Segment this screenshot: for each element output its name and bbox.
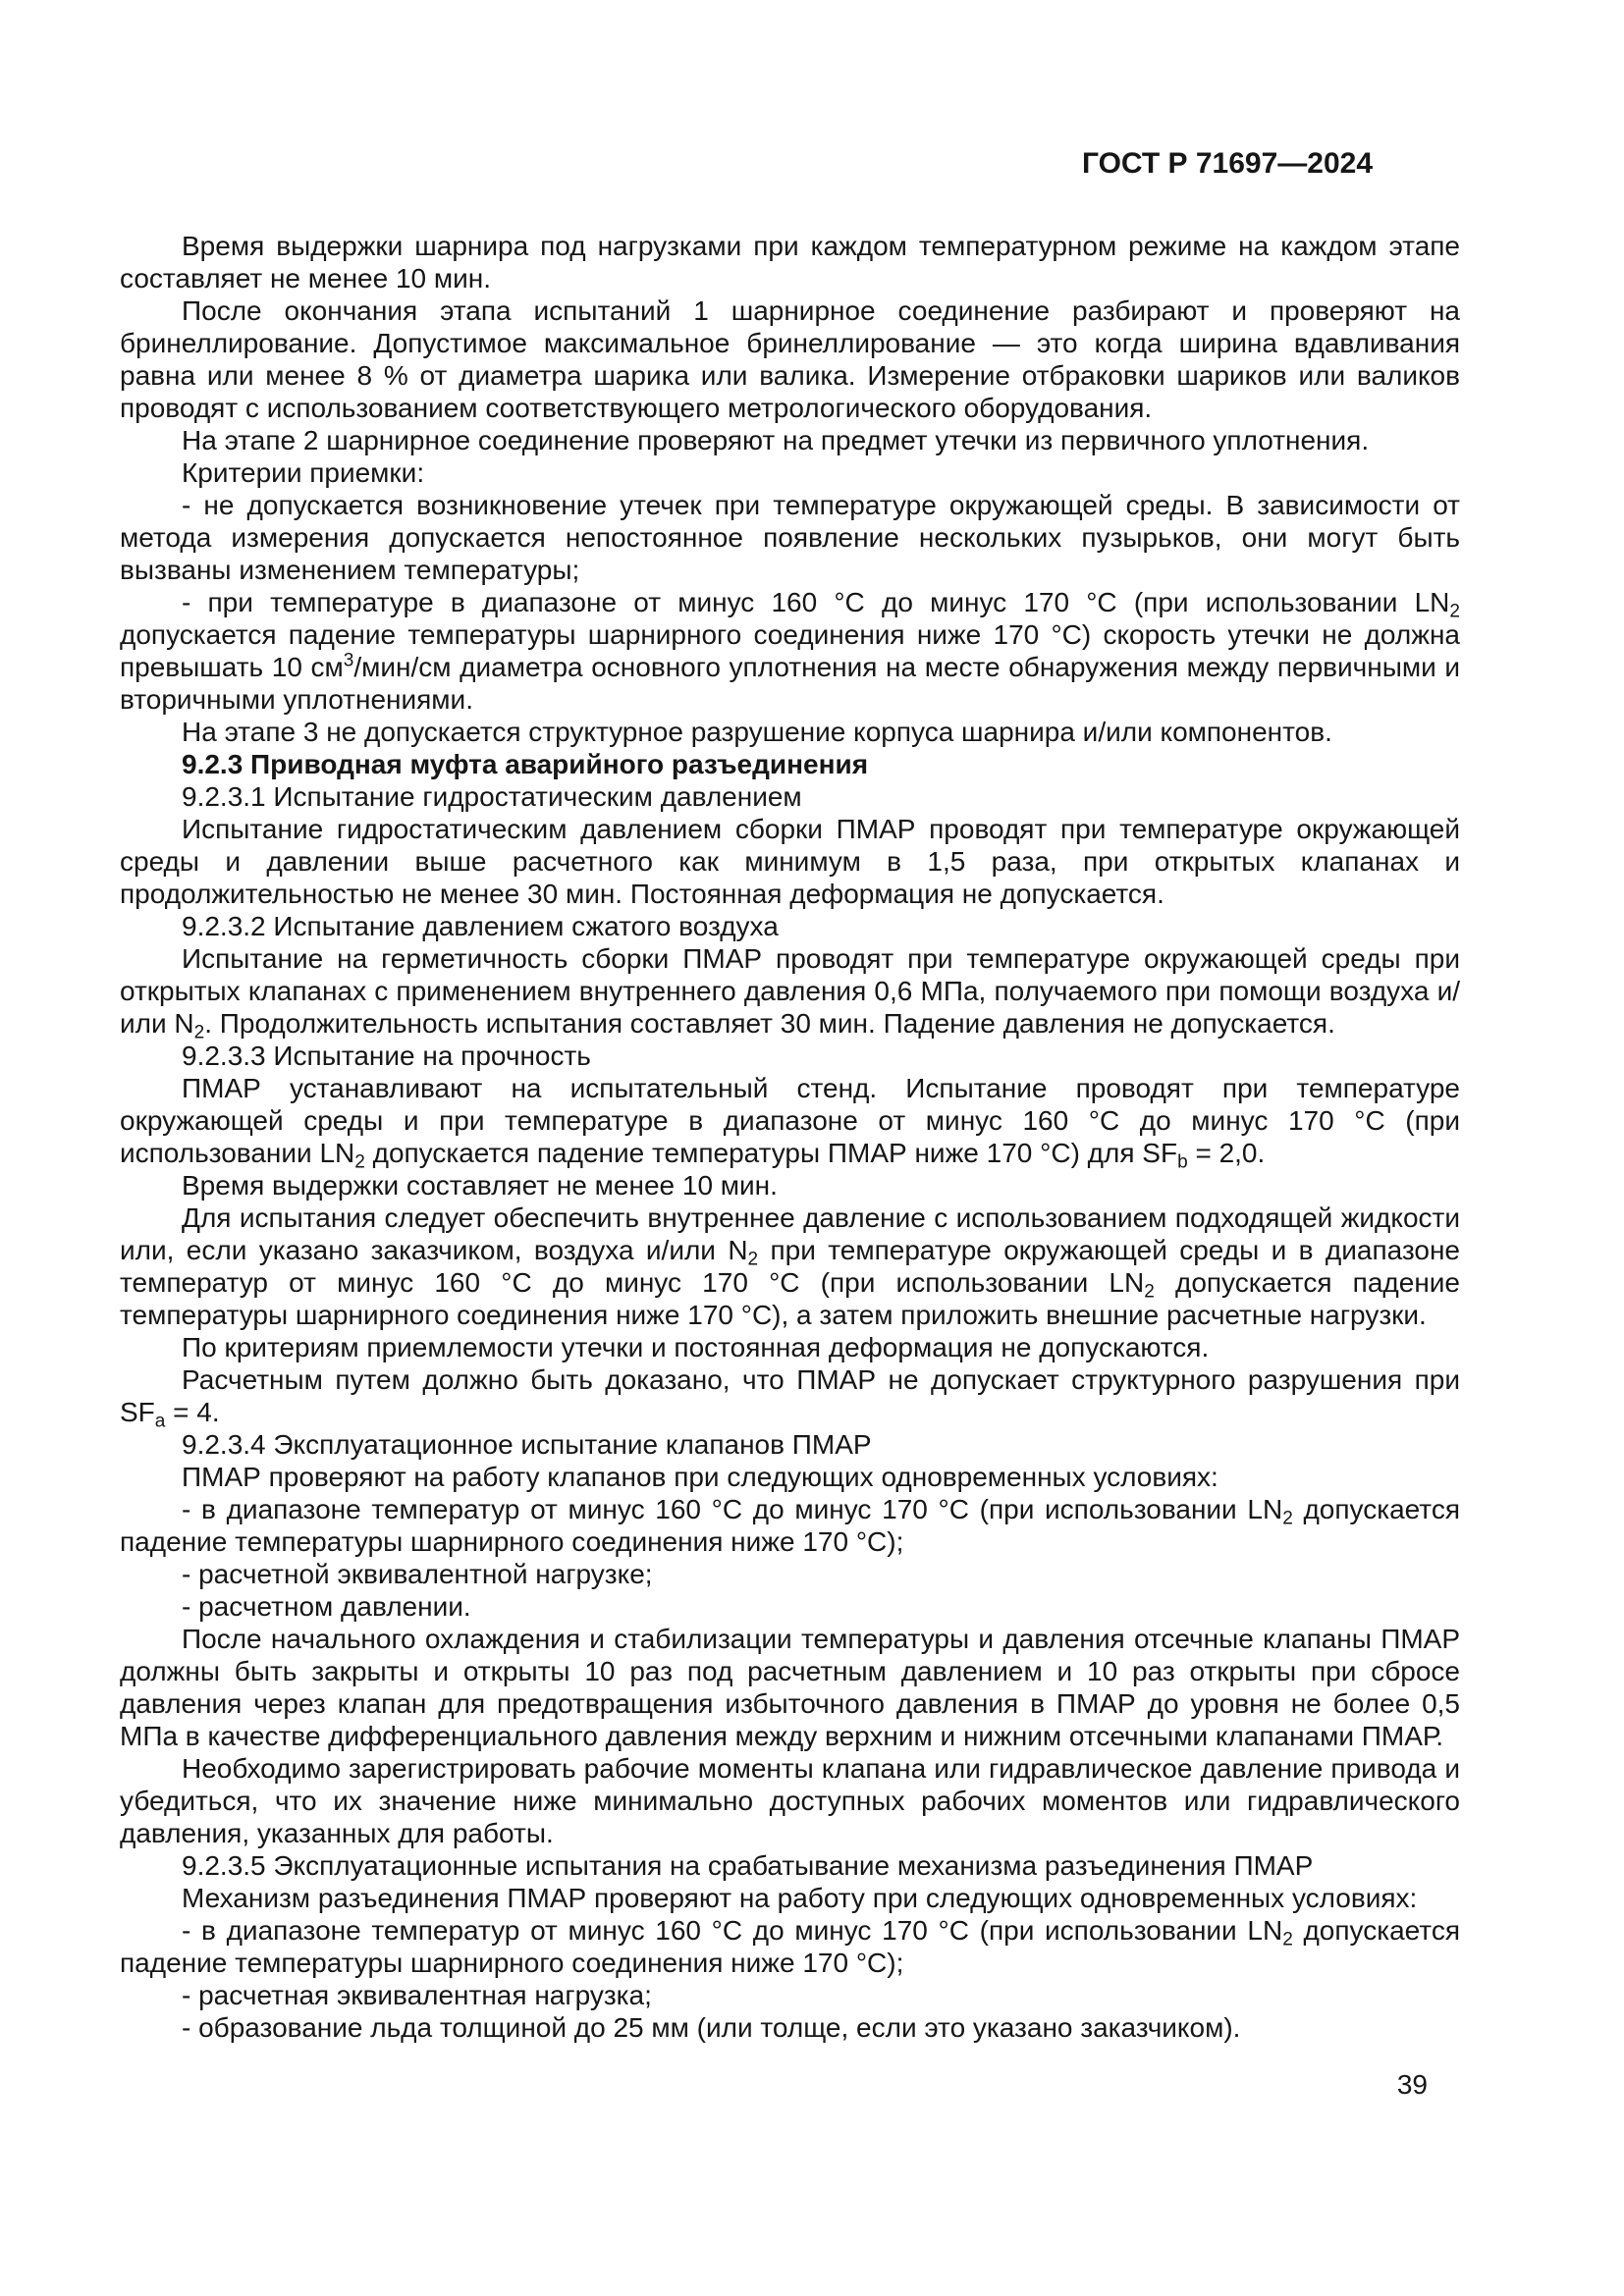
paragraph: После окончания этапа испытаний 1 шарнирное соединение разбирают и проверяют на бринеллирование. Допустимое максимальное бринеллирование — это когда ширина вдавливания равна или менее 8 % от диаметра шарика или валика. Измерение отбраковки шариков или валиков проводят с использованием соответствующего метрологического оборудования. [120,295,1460,423]
clause-heading: 9.2.3.4 Эксплуатационное испытание клапанов ПМАР [182,1429,872,1460]
list-item: - не допускается возникновение утечек при температуре окружающей среды. В зависимости от метода измерения допускается непостоянное появление нескольких пузырьков, они могут быть вызваны изменением температуры; [120,490,1460,585]
standard-designation: ГОСТ Р 71697—2024 [1081,147,1373,180]
paragraph: Время выдержки шарнира под нагрузками при каждом температурном режиме на каждом этапе составляет не менее 10 мин. [120,231,1460,294]
paragraph: Критерии приемки: [182,457,425,488]
paragraph: Время выдержки составляет не менее 10 мин. [182,1170,778,1201]
clause-heading: 9.2.3.5 Эксплуатационные испытания на срабатывание механизма разъединения ПМАР [182,1850,1314,1881]
list-item: - в диапазоне температур от минус 160 °С до минус 170 °С (при использовании $LN_2$ допускается падение температуры шарнирного соединения ниже 170 °С); [120,1494,1460,1557]
paragraph: ПМАР устанавливают на испытательный стенд. Испытание проводят при температуре окружающей среды и при температуре в диапазоне от минус 160 °С до минус 170 °С (при использовании $LN_2$ допускается падение температуры ПМАР ниже 170 °С) для $SF_b = 2,0$. [120,1073,1460,1173]
section-heading: 9.2.3 Приводная муфта аварийного разъединения [182,749,869,779]
subscript: a [154,1411,166,1432]
paragraph: По критериям приемлемости утечки и постоянная деформация не допускаются. [182,1332,1210,1362]
list-item: - расчетной эквивалентной нагрузке; [182,1559,653,1589]
paragraph: Испытание на герметичность сборки ПМАР проводят при температуре окружающей среды при открытых клапанах с применением внутреннего давления 0,6 МПа, получаемого при помощи воздуха и/или $N_2$. Продолжительность испытания составляет 30 мин. Падение давления не допускается. [120,943,1460,1043]
list-item: - расчетная эквивалентная нагрузка; [182,1980,652,2010]
paragraph: Расчетным путем должно быть доказано, что ПМАР не допускает структурного разрушения при $SF_a = 4$. [120,1364,1460,1432]
clause-heading: 9.2.3.2 Испытание давлением сжатого воздуха [182,911,779,941]
paragraph: После начального охлаждения и стабилизации температуры и давления отсечные клапаны ПМАР должны быть закрыты и открыты 10 раз под расчетным давлением и 10 раз открыты при сбросе давления через клапан для предотвращения избыточного давления в ПМАР до уровня не более 0,5 МПа в качестве дифференциального давления между верхним и нижним отсечными клапанами ПМАР. [120,1624,1460,1751]
subscript: b [1177,1151,1188,1173]
page-number: 39 [1396,2069,1428,2100]
superscript: 3 [343,650,354,671]
list-item: - образование льда толщиной до 25 мм (или толще, если это указано заказчиком). [182,2012,1241,2043]
subscript: 2 [193,1022,205,1043]
subscript: 2 [354,1151,365,1173]
subscript: 2 [1449,601,1460,622]
paragraph: Необходимо зарегистрировать рабочие моменты клапана или гидравлическое давление привода и убедиться, что их значение ниже минимально доступных рабочих моментов или гидравлического давления, указанных для работы. [120,1753,1460,1848]
paragraph: Для испытания следует обеспечить внутреннее давление с использованием подходящей жидкости или, если указано заказчиком, воздуха и/или $N_2$ при температуре окружающей среды и в диапазоне температур от минус 160 °С до минус 170 °С (при использовании $LN_2$ допускается падение температуры шарнирного соединения ниже 170 °С), а затем приложить внешние расчетные нагрузки. [120,1202,1460,1330]
paragraph: ПМАР проверяют на работу клапанов при следующих одновременных условиях: [182,1462,1218,1492]
running-header [1082,147,1373,181]
list-item: - при температуре в диапазоне от минус 160 °С до минус 170 °С (при использовании $LN_2$ допускается падение температуры шарнирного соединения ниже 170 °С) скорость утечки не должна превышать 10 $см^3/мин/см$ диаметра основного уплотнения на месте обнаружения между первичными и вторичными уплотнениями. [120,587,1460,715]
subscript: 2 [1144,1281,1155,1303]
subscript: 2 [747,1249,759,1270]
page-footer [1397,2069,1428,2101]
paragraph: Механизм разъединения ПМАР проверяют на работу при следующих одновременных условиях: [182,1883,1418,1913]
document-body [120,230,1460,2044]
paragraph: На этапе 3 не допускается структурное разрушение корпуса шарнира и/или компонентов. [182,717,1332,747]
paragraph: На этапе 2 шарнирное соединение проверяют на предмет утечки из первичного уплотнения. [182,425,1370,455]
paragraph: Испытание гидростатическим давлением сборки ПМАР проводят при температуре окружающей среды и давлении выше расчетного как минимум в 1,5 раза, при открытых клапанах и продолжительностью не менее 30 мин. Постоянная деформация не допускается. [120,814,1460,909]
list-item: - расчетном давлении. [182,1591,471,1622]
clause-heading: 9.2.3.3 Испытание на прочность [182,1041,591,1071]
subscript: 2 [1282,1929,1293,1950]
subscript: 2 [1282,1508,1293,1529]
clause-heading: 9.2.3.1 Испытание гидростатическим давлением [182,781,802,812]
list-item: - в диапазоне температур от минус 160 °С до минус 170 °С (при использовании $LN_2$ допускается падение температуры шарнирного соединения ниже 170 °С); [120,1915,1460,1978]
